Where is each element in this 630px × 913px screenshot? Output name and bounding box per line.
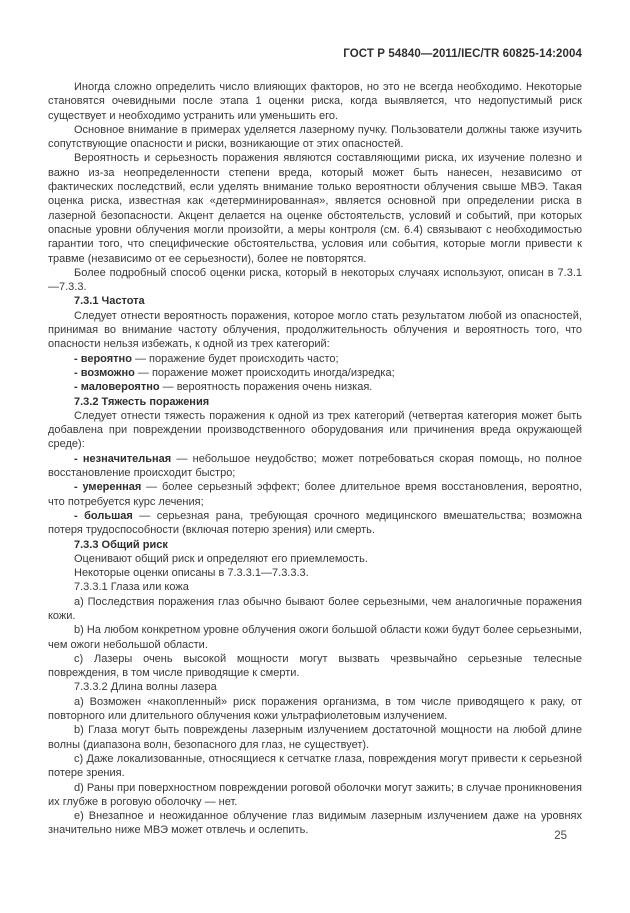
paragraph: Следует отнести вероятность поражения, которое могло стать результатом любой из опасностей, принимая во внимание частоту облучения, продолжительность облучения и вероятность того, что опасности нельзя избежать, к одной из трех категорий:	[48, 309, 582, 351]
standard-code-header: ГОСТ Р 54840—2011/IEC/TR 60825-14:2004	[343, 48, 582, 60]
paragraph: Иногда сложно определить число влияющих факторов, но это не всегда необходимо. Некоторые становятся очевидными после этапа 1 оценки риска, когда выявляется, что недопустимый риск существует и необходимо устранить или уменьшить его.	[48, 81, 582, 122]
paragraph: e) Внезапное и неожиданное облучение глаз видимым лазерным излучением даже на уровнях значительно ниже МВЭ может отвлечь и ослепить.	[48, 810, 582, 837]
document-body	[48, 80, 582, 838]
paragraph: d) Раны при поверхностном повреждении роговой оболочки могут зажить; в случае проникновения их глубже в роговую оболочку — нет.	[48, 781, 582, 808]
paragraph: b) На любом конкретном уровне облучения ожоги большой области кожи будут более серьезными, чем ожоги небольшой области.	[48, 624, 583, 651]
list-item: - умеренная — более серьезный эффект; более длительное время восстановления, вероятно, что потребуется курс лечения;	[48, 481, 583, 508]
paragraph: а) Последствия поражения глаз обычно бывают более серьезными, чем аналогичные поражения кожи.	[48, 595, 582, 622]
list-item-lead: - умеренная	[74, 481, 142, 494]
paragraph: b) Глаза могут быть повреждены лазерным излучением достаточной мощности на любой длине волны (диапазона волн, безопасного для глаз, не существует).	[48, 724, 582, 751]
list-item-lead: - возможно	[74, 366, 135, 379]
paragraph: Более подробный способ оценки риска, который в некоторых случаях используют, описан в 7.3.1—7.3.3.	[48, 266, 582, 294]
list-item-lead: - вероятно	[74, 352, 132, 365]
list-item-lead: - маловероятно	[74, 381, 160, 394]
paragraph: 7.3.3.1 Глаза или кожа	[74, 581, 189, 594]
list-item: - незначительная — небольшое неудобство; может потребоваться скорая помощь, но полное восстановление происходит быстро;	[48, 452, 582, 480]
section-heading: 7.3.1 Частота	[74, 295, 145, 308]
paragraph: Некоторые оценки описаны в 7.3.3.1—7.3.3.3.	[74, 567, 309, 580]
list-item: - возможно — поражение может происходить иногда/изредка;	[74, 366, 395, 379]
paragraph: а) Возможен «накопленный» риск поражения организма, в том числе приводящего к раку, от повторного или длительного облучения кожи ультрафиолетовым излучением.	[48, 695, 582, 723]
section-heading: 7.3.3 Общий риск	[74, 538, 168, 551]
section-heading: 7.3.2 Тяжесть поражения	[74, 395, 210, 408]
list-item-lead: - незначительная	[74, 452, 172, 465]
list-item: - большая — серьезная рана, требующая срочного медицинского вмешательства; возможна потеря трудоспособности (включая потерю зрения) или смерть.	[48, 509, 582, 537]
paragraph: Вероятность и серьезность поражения являются составляющими риска, их изучение полезно и важно из-за неопределенности степени вреда, который может быть нанесен, независимо от фактических последствий, если уделять внимание только вероятности облучения свыше МВЭ. Такая оценка риска, известная как «детерминированная», является основной при определении риска в лазерной безопасности. Акцент делается на оценке обстоятельств, условий и событий, при которых опасные уровни облучения могли произойти, а меры контроля (см. 6.4) связывают с необходимостью гарантии того, что специфические обстоятельства, условия или события, которые могли привести к травме (независимо от ее серьезности), более не повторятся.	[48, 152, 582, 265]
paragraph: 7.3.3.2 Длина волны лазера	[74, 681, 217, 694]
list-item: - вероятно — поражение будет происходить часто;	[74, 352, 339, 365]
paragraph: Основное внимание в примерах уделяется лазерному пучку. Пользователи должны также изучить сопутствующие опасности и риски, возникающие от этих опасностей.	[48, 123, 582, 151]
page-number: 25	[554, 830, 567, 842]
paragraph: Оценивают общий риск и определяют его приемлемость.	[74, 552, 368, 565]
paragraph: Следует отнести тяжесть поражения к одной из трех категорий (четвертая категория может быть добавлена при повреждении производственного оборудования или причинения вреда окружающей среде):	[48, 409, 582, 451]
paragraph: c) Лазеры очень высокой мощности могут вызвать чрезвычайно серьезные телесные повреждения, в том числе приводящие к смерти.	[48, 652, 582, 680]
list-item: - маловероятно — вероятность поражения очень низкая.	[74, 381, 373, 394]
list-item-lead: - большая	[74, 509, 133, 522]
paragraph: c) Даже локализованные, относящиеся к сетчатке глаза, повреждения могут привести к серьезной потере зрения.	[48, 752, 582, 780]
